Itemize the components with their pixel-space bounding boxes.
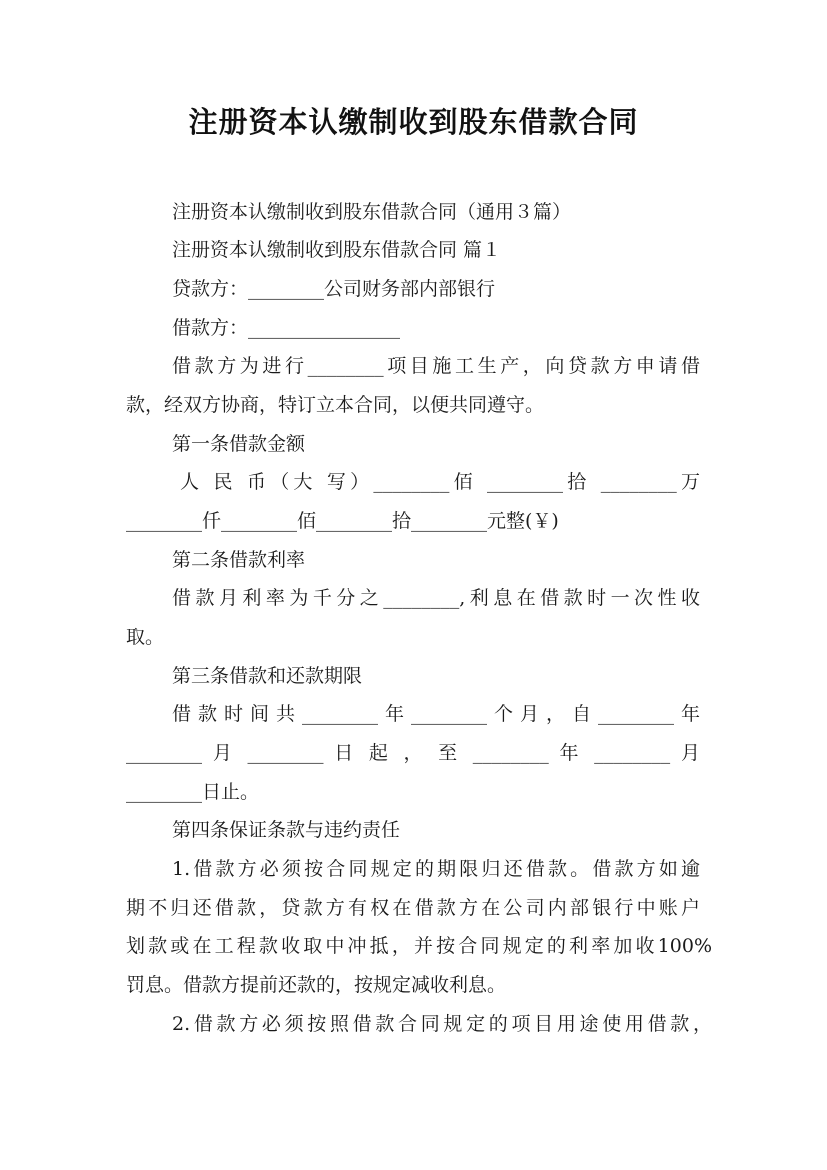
borrower-line: 借款方：________________ [172,317,401,339]
paragraph-line: 2.借款方必须按照借款合同规定的项目用途使用借款， [172,1013,712,1035]
amount-line: 人 民 币（大 写）________佰 ________拾 ________万 [180,471,700,493]
subtitle-line: 注册资本认缴制收到股东借款合同（通用３篇） [172,201,572,223]
paragraph-line: 借款月利率为千分之________,利息在借款时一次性收 [172,587,700,609]
term-line: ________ 月 ________ 日 起 ， 至 ________ 年 ________ 月 [126,742,700,764]
clause-heading: 第三条借款和还款期限 [172,665,363,687]
paragraph-line: 期不归还借款，贷款方有权在借款方在公司内部银行中账户 [126,897,700,919]
paragraph-line: 借款方为进行________项目施工生产，向贷款方申请借 [172,355,700,377]
paragraph-line: 1.借款方必须按合同规定的期限归还借款。借款方如逾 [172,858,700,880]
term-line: ________日止。 [126,781,260,803]
lender-line: 贷款方：________公司财务部内部银行 [172,278,496,300]
paragraph-line: 款，经双方协商，特订立本合同，以便共同遵守。 [126,394,545,416]
document-title: 注册资本认缴制收到股东借款合同 [188,105,639,139]
amount-line: ________仟________佰________拾________元整(￥) [126,510,559,532]
paragraph-line: 划款或在工程款收取中冲抵，并按合同规定的利率加收100% [126,935,712,957]
paragraph-line: 取。 [126,626,165,648]
paragraph-line: 罚息。借款方提前还款的，按规定减收利息。 [126,974,507,996]
clause-heading: 第一条借款金额 [172,433,306,455]
clause-heading: 第二条借款利率 [172,549,306,571]
term-line: 借款时间共________年________个月，自________年 [172,703,700,725]
section-heading: 注册资本认缴制收到股东借款合同 篇１ [172,239,502,261]
clause-heading: 第四条保证条款与违约责任 [172,819,401,841]
